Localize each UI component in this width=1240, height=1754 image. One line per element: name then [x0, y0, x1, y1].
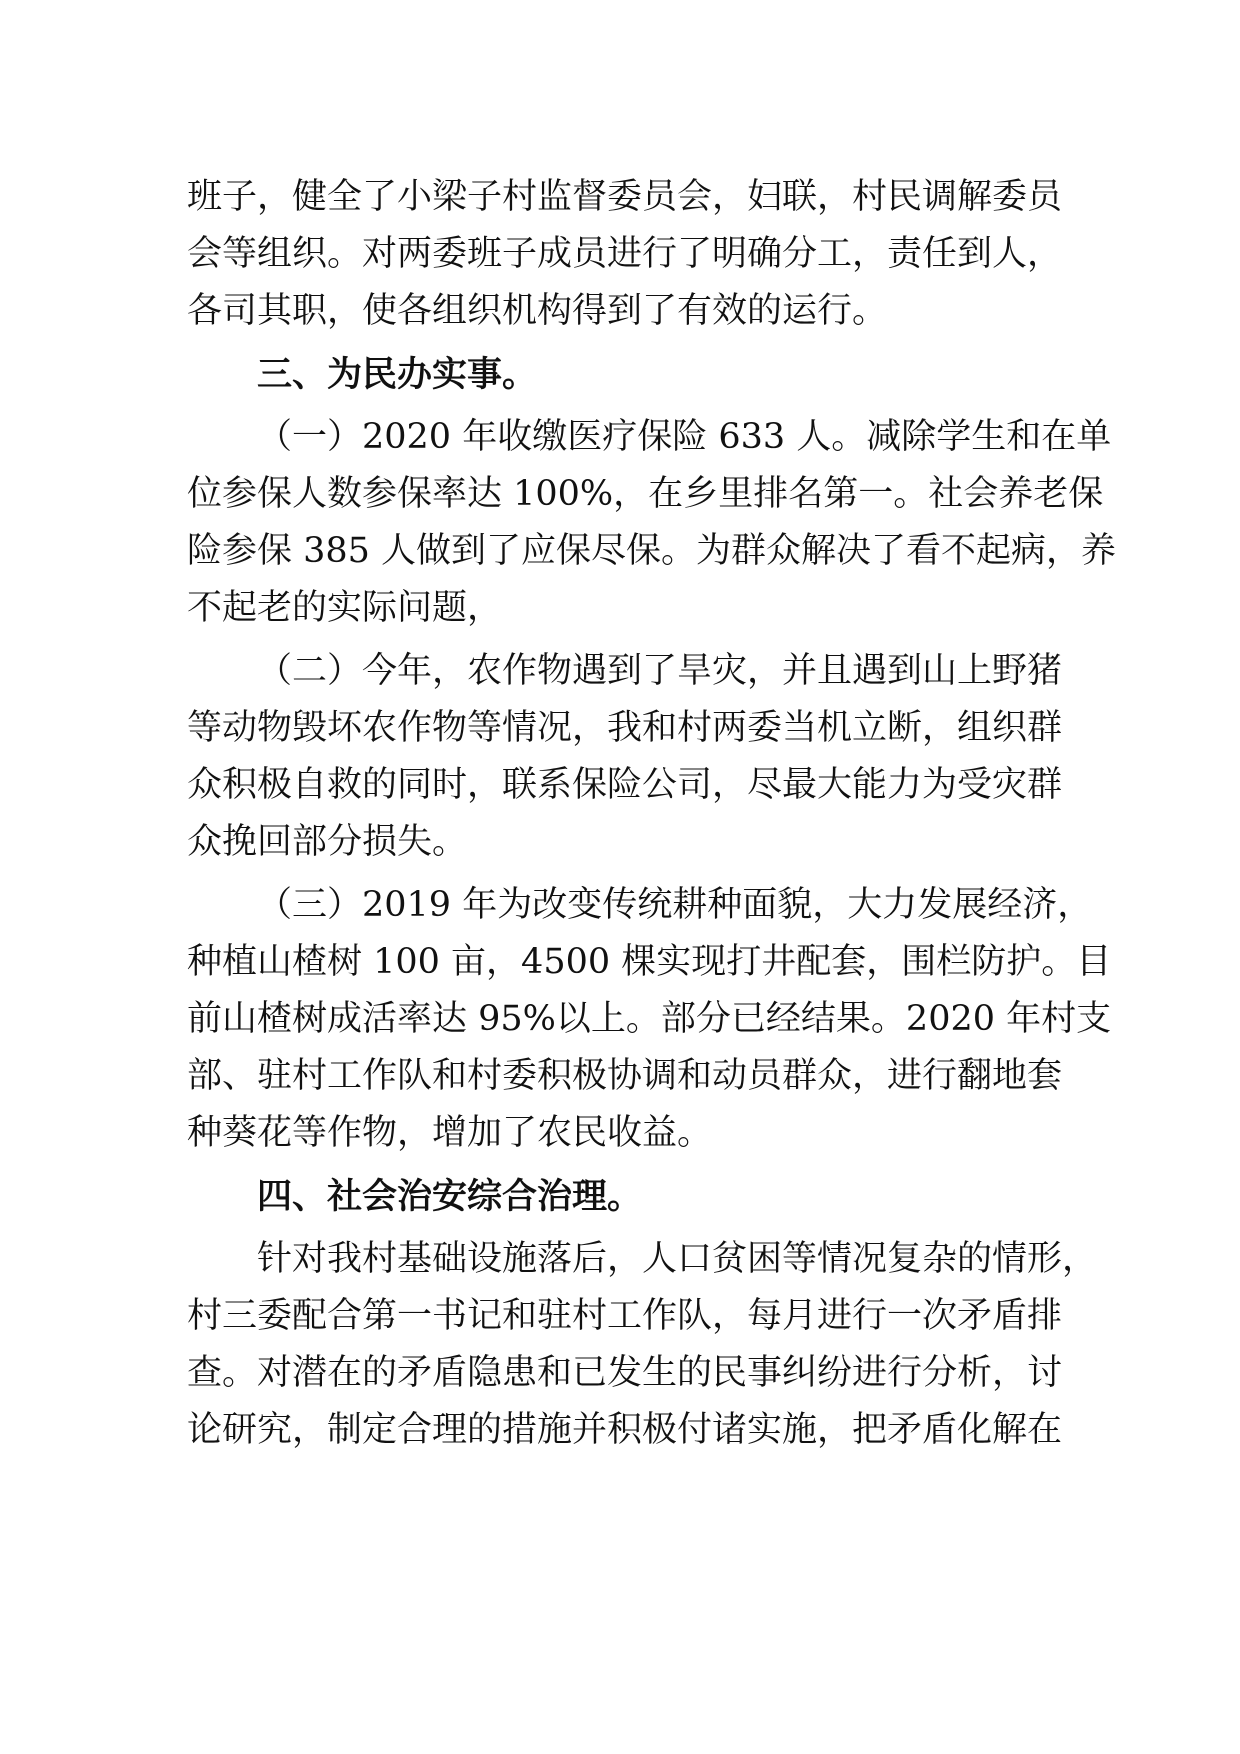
paragraph-line: 前山楂树成活率达 95%以上。部分已经结果。2020 年村支 [187, 999, 1112, 1039]
paragraph-line: 会等组织。对两委班子成员进行了明确分工，责任到人， [187, 234, 1063, 274]
paragraph-line: 班子，健全了小梁子村监督委员会，妇联，村民调解委员 [187, 177, 1063, 217]
paragraph-line: 众积极自救的同时，联系保险公司，尽最大能力为受灾群 [187, 765, 1063, 805]
paragraph-line: 针对我村基础设施落后，人口贫困等情况复杂的情形， [257, 1239, 1098, 1279]
paragraph-line: 不起老的实际问题， [187, 588, 503, 628]
paragraph-line: （三）2019 年为改变传统耕种面貌，大力发展经济， [257, 885, 1093, 925]
paragraph-line: 查。对潜在的矛盾隐患和已发生的民事纠纷进行分析，讨 [187, 1353, 1063, 1393]
paragraph-line: 种葵花等作物，增加了农民收益。 [187, 1113, 713, 1153]
paragraph-line: 等动物毁坏农作物等情况，我和村两委当机立断，组织群 [187, 708, 1063, 748]
paragraph-line: 种植山楂树 100 亩，4500 棵实现打井配套，围栏防护。目 [187, 942, 1112, 982]
section-heading: 三、为民办实事。 [257, 354, 538, 395]
paragraph-line: 村三委配合第一书记和驻村工作队，每月进行一次矛盾排 [187, 1296, 1063, 1336]
paragraph-line: （二）今年，农作物遇到了旱灾，并且遇到山上野猪 [257, 651, 1063, 691]
paragraph-line: 众挽回部分损失。 [187, 822, 468, 862]
paragraph-line: 险参保 385 人做到了应保尽保。为群众解决了看不起病，养 [187, 531, 1117, 571]
paragraph-line: 各司其职，使各组织机构得到了有效的运行。 [187, 291, 888, 331]
paragraph-line: 论研究，制定合理的措施并积极付诸实施，把矛盾化解在 [187, 1410, 1063, 1450]
section-heading: 四、社会治安综合治理。 [257, 1176, 643, 1217]
paragraph-line: 部、驻村工作队和村委积极协调和动员群众，进行翻地套 [187, 1056, 1063, 1096]
paragraph-line: （一）2020 年收缴医疗保险 633 人。减除学生和在单 [257, 417, 1112, 457]
paragraph-line: 位参保人数参保率达 100%，在乡里排名第一。社会养老保 [187, 474, 1104, 514]
